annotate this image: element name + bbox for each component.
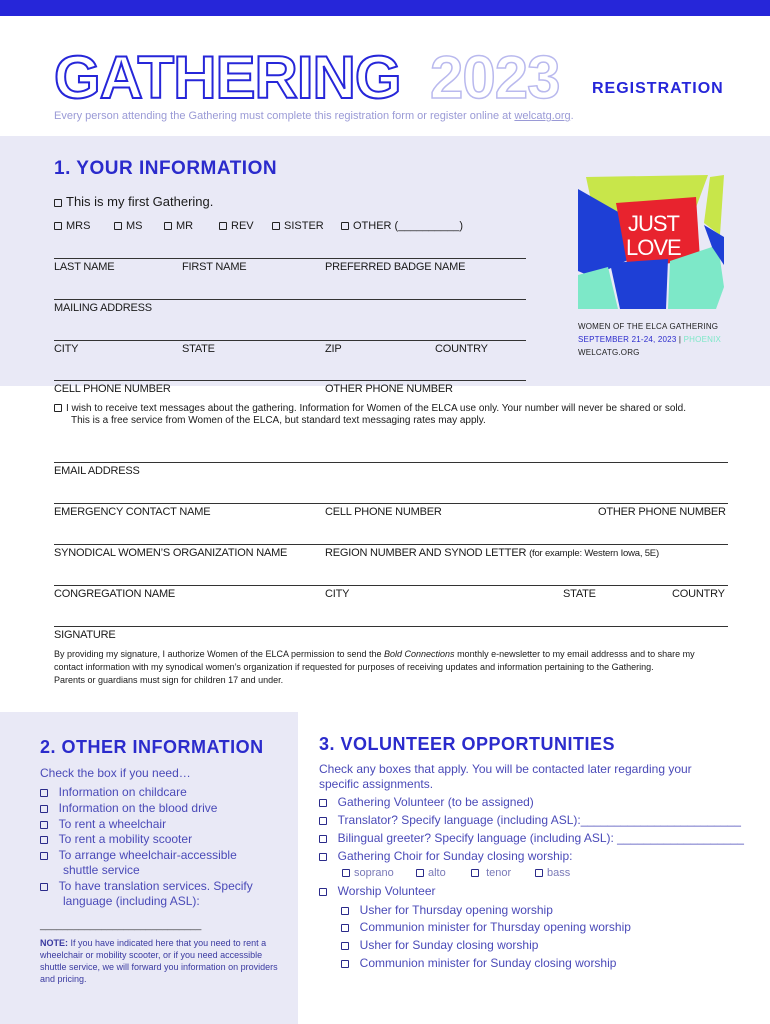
- checkbox-icon: [319, 799, 327, 807]
- logo-blue-mid: [610, 259, 668, 309]
- checkbox-icon: [40, 836, 48, 844]
- emergency-label: EMERGENCY CONTACT NAME: [54, 506, 211, 518]
- title-mr[interactable]: MR: [164, 220, 193, 232]
- checkbox-icon: [341, 924, 349, 932]
- checkbox-icon: [40, 789, 48, 797]
- first-name-label: FIRST NAME: [182, 261, 247, 273]
- emergency-cell-label: CELL PHONE NUMBER: [325, 506, 442, 518]
- logo-green-right: [704, 175, 724, 235]
- page-title: [52, 36, 612, 108]
- mailing-line[interactable]: [54, 299, 526, 300]
- title-year: 2023: [430, 44, 560, 108]
- checkbox-icon: [40, 821, 48, 829]
- checkbox-icon: [40, 852, 48, 860]
- just-love-logo: [578, 175, 724, 309]
- greeter-checkbox[interactable]: Bilingual greeter? Specify language (including ASL): ___________________: [319, 831, 744, 845]
- logo-line2: SEPTEMBER 21-24, 2023 | PHOENIX: [578, 335, 722, 344]
- state-label: STATE: [182, 343, 215, 355]
- logo-just: JUST: [628, 211, 679, 236]
- choir-checkbox[interactable]: Gathering Choir for Sunday closing worship:: [319, 849, 572, 863]
- scooter-checkbox[interactable]: To rent a mobility scooter: [40, 832, 192, 846]
- checkbox-icon: [54, 222, 62, 230]
- section2-intro: Check the box if you need…: [40, 766, 191, 780]
- congregation-city-label: CITY: [325, 588, 350, 600]
- emergency-other-label: OTHER PHONE NUMBER: [598, 506, 726, 518]
- consent-line2: contact information with my synodical women’s organization if requested for purposes of receiving updates and information pertaining to the Gathering.: [54, 662, 654, 672]
- cell-label: CELL PHONE NUMBER: [54, 383, 171, 395]
- wheelchair-checkbox[interactable]: To rent a wheelchair: [40, 817, 166, 831]
- signature-line[interactable]: [54, 626, 728, 627]
- translation-checkbox[interactable]: To have translation services. Specify: [40, 879, 253, 893]
- note-line2: wheelchair or mobility scooter, or if you need accessible: [40, 950, 263, 960]
- title-sister[interactable]: SISTER: [272, 220, 324, 232]
- usher-sunday-checkbox[interactable]: Usher for Sunday closing worship: [341, 938, 538, 952]
- country-label: COUNTRY: [435, 343, 488, 355]
- title-gathering: GATHERING: [54, 44, 401, 108]
- checkbox-icon: [54, 404, 62, 412]
- blood-drive-checkbox[interactable]: Information on the blood drive: [40, 801, 217, 815]
- checkbox-icon: [535, 869, 543, 877]
- note-line1: NOTE: If you have indicated here that you need to rent a: [40, 938, 267, 948]
- note-line4: and pricing.: [40, 974, 87, 984]
- checkbox-icon: [40, 805, 48, 813]
- consent-line3: Parents or guardians must sign for children 17 and under.: [54, 675, 284, 685]
- section1-heading: 1. YOUR INFORMATION: [54, 158, 278, 179]
- congregation-country-label: COUNTRY: [672, 588, 725, 600]
- other-phone-label: OTHER PHONE NUMBER: [325, 383, 453, 395]
- title-ms[interactable]: MS: [114, 220, 143, 232]
- voice-bass[interactable]: bass: [535, 867, 570, 879]
- checkbox-icon: [416, 869, 424, 877]
- communion-thursday-checkbox[interactable]: Communion minister for Thursday opening worship: [341, 920, 631, 934]
- title-mrs[interactable]: MRS: [54, 220, 90, 232]
- checkbox-icon: [54, 199, 62, 207]
- voice-tenor[interactable]: tenor: [471, 867, 511, 879]
- mailing-label: MAILING ADDRESS: [54, 302, 152, 314]
- checkbox-icon: [272, 222, 280, 230]
- email-label: EMAIL ADDRESS: [54, 465, 140, 477]
- translator-checkbox[interactable]: Translator? Specify language (including ASL):________________________: [319, 813, 741, 827]
- top-color-bar: [0, 0, 770, 16]
- worship-checkbox[interactable]: Worship Volunteer: [319, 884, 436, 898]
- phone-line[interactable]: [54, 380, 526, 381]
- subtitle: Every person attending the Gathering must complete this registration form or register online at welcatg.org.: [54, 110, 574, 122]
- region-label: REGION NUMBER AND SYNOD LETTER (for example: Western Iowa, 5E): [325, 547, 659, 559]
- email-line[interactable]: [54, 462, 728, 463]
- checkbox-icon: [471, 869, 479, 877]
- checkbox-icon: [319, 888, 327, 896]
- logo-love: LOVE: [626, 235, 681, 260]
- communion-sunday-checkbox[interactable]: Communion minister for Sunday closing worship: [341, 956, 616, 970]
- zip-label: ZIP: [325, 343, 342, 355]
- checkbox-icon: [341, 960, 349, 968]
- voice-soprano[interactable]: soprano: [342, 867, 394, 879]
- checkbox-icon: [319, 853, 327, 861]
- title-rev[interactable]: REV: [219, 220, 254, 232]
- section2-heading: 2. OTHER INFORMATION: [40, 737, 264, 757]
- text-opt-in-checkbox[interactable]: I wish to receive text messages about the gathering. Information for Women of the ELCA use only. Your number will never be shared or sold.: [54, 403, 686, 414]
- checkbox-icon: [219, 222, 227, 230]
- congregation-label: CONGREGATION NAME: [54, 588, 176, 600]
- usher-thursday-checkbox[interactable]: Usher for Thursday opening worship: [341, 903, 553, 917]
- section3-heading: 3. VOLUNTEER OPPORTUNITIES: [319, 734, 616, 754]
- section3-intro1: Check any boxes that apply. You will be contacted later regarding your: [319, 762, 692, 776]
- synodical-label: SYNODICAL WOMEN’S ORGANIZATION NAME: [54, 547, 288, 559]
- website-link[interactable]: welcatg.org: [514, 110, 571, 122]
- logo-line1: WOMEN OF THE ELCA GATHERING: [578, 322, 719, 331]
- name-line[interactable]: [54, 258, 526, 259]
- checkbox-icon: [319, 835, 327, 843]
- voice-alto[interactable]: alto: [416, 867, 446, 879]
- title-other[interactable]: OTHER (__________): [341, 220, 463, 232]
- volunteer-checkbox[interactable]: Gathering Volunteer (to be assigned): [319, 795, 534, 809]
- registration-label: REGISTRATION: [592, 80, 724, 97]
- badge-name-label: PREFERRED BADGE NAME: [325, 261, 466, 273]
- shuttle-checkbox[interactable]: To arrange wheelchair-accessible: [40, 848, 237, 862]
- translation-blank[interactable]: _____________________________: [40, 920, 202, 931]
- city-line[interactable]: [54, 340, 526, 341]
- congregation-state-label: STATE: [563, 588, 596, 600]
- note-line3: shuttle service, we will forward you information on providers: [40, 962, 278, 972]
- checkbox-icon: [40, 883, 48, 891]
- last-name-label: LAST NAME: [54, 261, 115, 273]
- signature-label: SIGNATURE: [54, 629, 116, 641]
- first-gathering-checkbox[interactable]: This is my first Gathering.: [54, 194, 213, 209]
- synodical-line[interactable]: [54, 544, 728, 545]
- emergency-line[interactable]: [54, 503, 728, 504]
- checkbox-icon: [341, 907, 349, 915]
- checkbox-icon: [319, 817, 327, 825]
- city-label: CITY: [54, 343, 79, 355]
- checkbox-icon: [164, 222, 172, 230]
- checkbox-icon: [341, 222, 349, 230]
- shuttle-cont: shuttle service: [63, 863, 140, 877]
- text-opt-in-line2: This is a free service from Women of the ELCA, but standard text messaging rates may apply.: [71, 415, 486, 426]
- logo-line3: WELCATG.ORG: [578, 348, 640, 357]
- section3-intro2: specific assignments.: [319, 777, 434, 791]
- checkbox-icon: [341, 942, 349, 950]
- consent-line1: By providing my signature, I authorize Women of the ELCA permission to send the Bold Connections monthly e-newsletter to my email addresss and to share my: [54, 649, 695, 659]
- translation-cont: language (including ASL):: [63, 894, 200, 908]
- checkbox-icon: [114, 222, 122, 230]
- checkbox-icon: [342, 869, 350, 877]
- childcare-checkbox[interactable]: Information on childcare: [40, 785, 187, 799]
- congregation-line[interactable]: [54, 585, 728, 586]
